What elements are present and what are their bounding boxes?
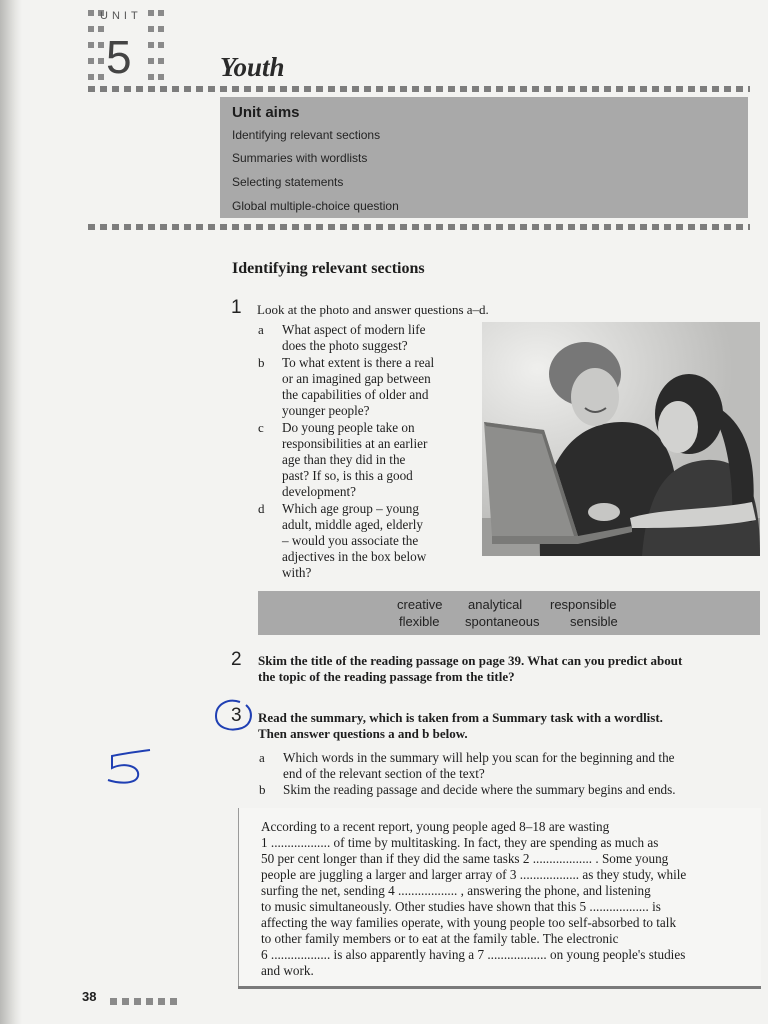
aims-item: Global multiple-choice question	[232, 199, 399, 213]
summary-line: people are juggling a larger and larger array of 3 .................. as they study, while	[261, 867, 687, 882]
aims-item: Summaries with wordlists	[232, 151, 368, 165]
summary-line: to music simultaneously. Other studies have shown that this 5 .................. is	[261, 899, 661, 914]
question-number: 3	[231, 705, 242, 726]
sub-question-line: does the photo suggest?	[282, 338, 408, 353]
summary-line: According to a recent report, young people aged 8–18 are wasting	[261, 819, 610, 834]
sub-question-line: Do young people take on	[282, 420, 415, 435]
section-heading: Identifying relevant sections	[232, 260, 425, 277]
top-dashed-divider	[88, 86, 750, 92]
sub-question-line: or an imagined gap between	[282, 371, 431, 386]
sub-question-line: with?	[282, 565, 312, 580]
handwritten-mark-annotation	[100, 744, 160, 788]
summary-line: 6 .................. is also apparently having a 7 .................. on young people's studies	[261, 947, 686, 962]
unit-label: UNIT	[100, 10, 142, 22]
sub-question-letter: a	[259, 750, 265, 765]
summary-line: affecting the way families operate, with young people too self-absorbed to talk	[261, 915, 677, 930]
photo-grandmother-and-girl-laptop	[482, 322, 760, 556]
sub-question-line: To what extent is there a real	[282, 355, 435, 370]
sub-question-letter: b	[259, 782, 266, 797]
summary-passage-box	[238, 808, 761, 986]
page-binding-shadow	[0, 0, 22, 1024]
adjective-word: sensible	[570, 614, 618, 629]
adjective-word: responsible	[550, 597, 617, 612]
sub-question-letter: a	[258, 322, 264, 337]
adjective-word: spontaneous	[465, 614, 540, 629]
sub-question-line: the capabilities of older and	[282, 387, 429, 402]
sub-question-line: younger people?	[282, 403, 370, 418]
aims-item: Selecting statements	[232, 175, 344, 189]
adjectives-box	[258, 591, 760, 635]
adjective-word: flexible	[399, 614, 440, 629]
sub-question-line: development?	[282, 484, 356, 499]
question-text: Read the summary, which is taken from a Summary task with a wordlist.	[258, 710, 663, 725]
aims-item: Identifying relevant sections	[232, 128, 381, 142]
sub-question-line: Which words in the summary will help you scan for the beginning and the	[283, 750, 675, 765]
summary-line: and work.	[261, 963, 314, 978]
summary-line: 1 .................. of time by multitasking. In fact, they are spending as much as	[261, 835, 659, 850]
question-text: Look at the photo and answer questions a–d.	[257, 302, 489, 317]
sub-question-letter: b	[258, 355, 265, 370]
sub-question-line: end of the relevant section of the text?	[283, 766, 485, 781]
sub-question-letter: d	[258, 501, 265, 516]
unit-aims-title: Unit aims	[232, 104, 300, 121]
question-number: 1	[231, 297, 242, 318]
sub-question-letter: c	[258, 420, 264, 435]
adjective-word: analytical	[468, 597, 523, 612]
sub-question-line: responsibilities at an earlier	[282, 436, 428, 451]
summary-line: to other family members or to eat at the family table. The electronic	[261, 931, 619, 946]
sub-question-line: past? If so, is this a good	[282, 468, 413, 483]
question-text: the topic of the reading passage from the title?	[258, 669, 515, 684]
sub-question-line: Skim the reading passage and decide where the summary begins and ends.	[283, 782, 676, 797]
sub-question-line: age than they did in the	[282, 452, 406, 467]
aims-dashed-divider	[88, 224, 750, 230]
sub-question-line: What aspect of modern life	[282, 322, 426, 337]
sub-question-line: adjectives in the box below	[282, 549, 427, 564]
sub-question-line: Which age group – young	[282, 501, 419, 516]
summary-line: surfing the net, sending 4 .................. , answering the phone, and listening	[261, 883, 651, 898]
footer-dots	[110, 992, 182, 1010]
sub-question-line: adult, middle aged, elderly	[282, 517, 423, 532]
unit-aims-box	[220, 97, 748, 218]
page-number: 38	[82, 989, 97, 1004]
unit-title: Youth	[220, 52, 285, 82]
question-text: Skim the title of the reading passage on page 39. What can you predict about	[258, 653, 683, 668]
summary-line: 50 per cent longer than if they did the same tasks 2 .................. . Some young	[261, 851, 669, 866]
question-number: 2	[231, 649, 242, 670]
adjective-word: creative	[397, 597, 443, 612]
sub-question-line: – would you associate the	[282, 533, 419, 548]
unit-number: 5	[106, 31, 132, 83]
question-text: Then answer questions a and b below.	[258, 726, 468, 741]
